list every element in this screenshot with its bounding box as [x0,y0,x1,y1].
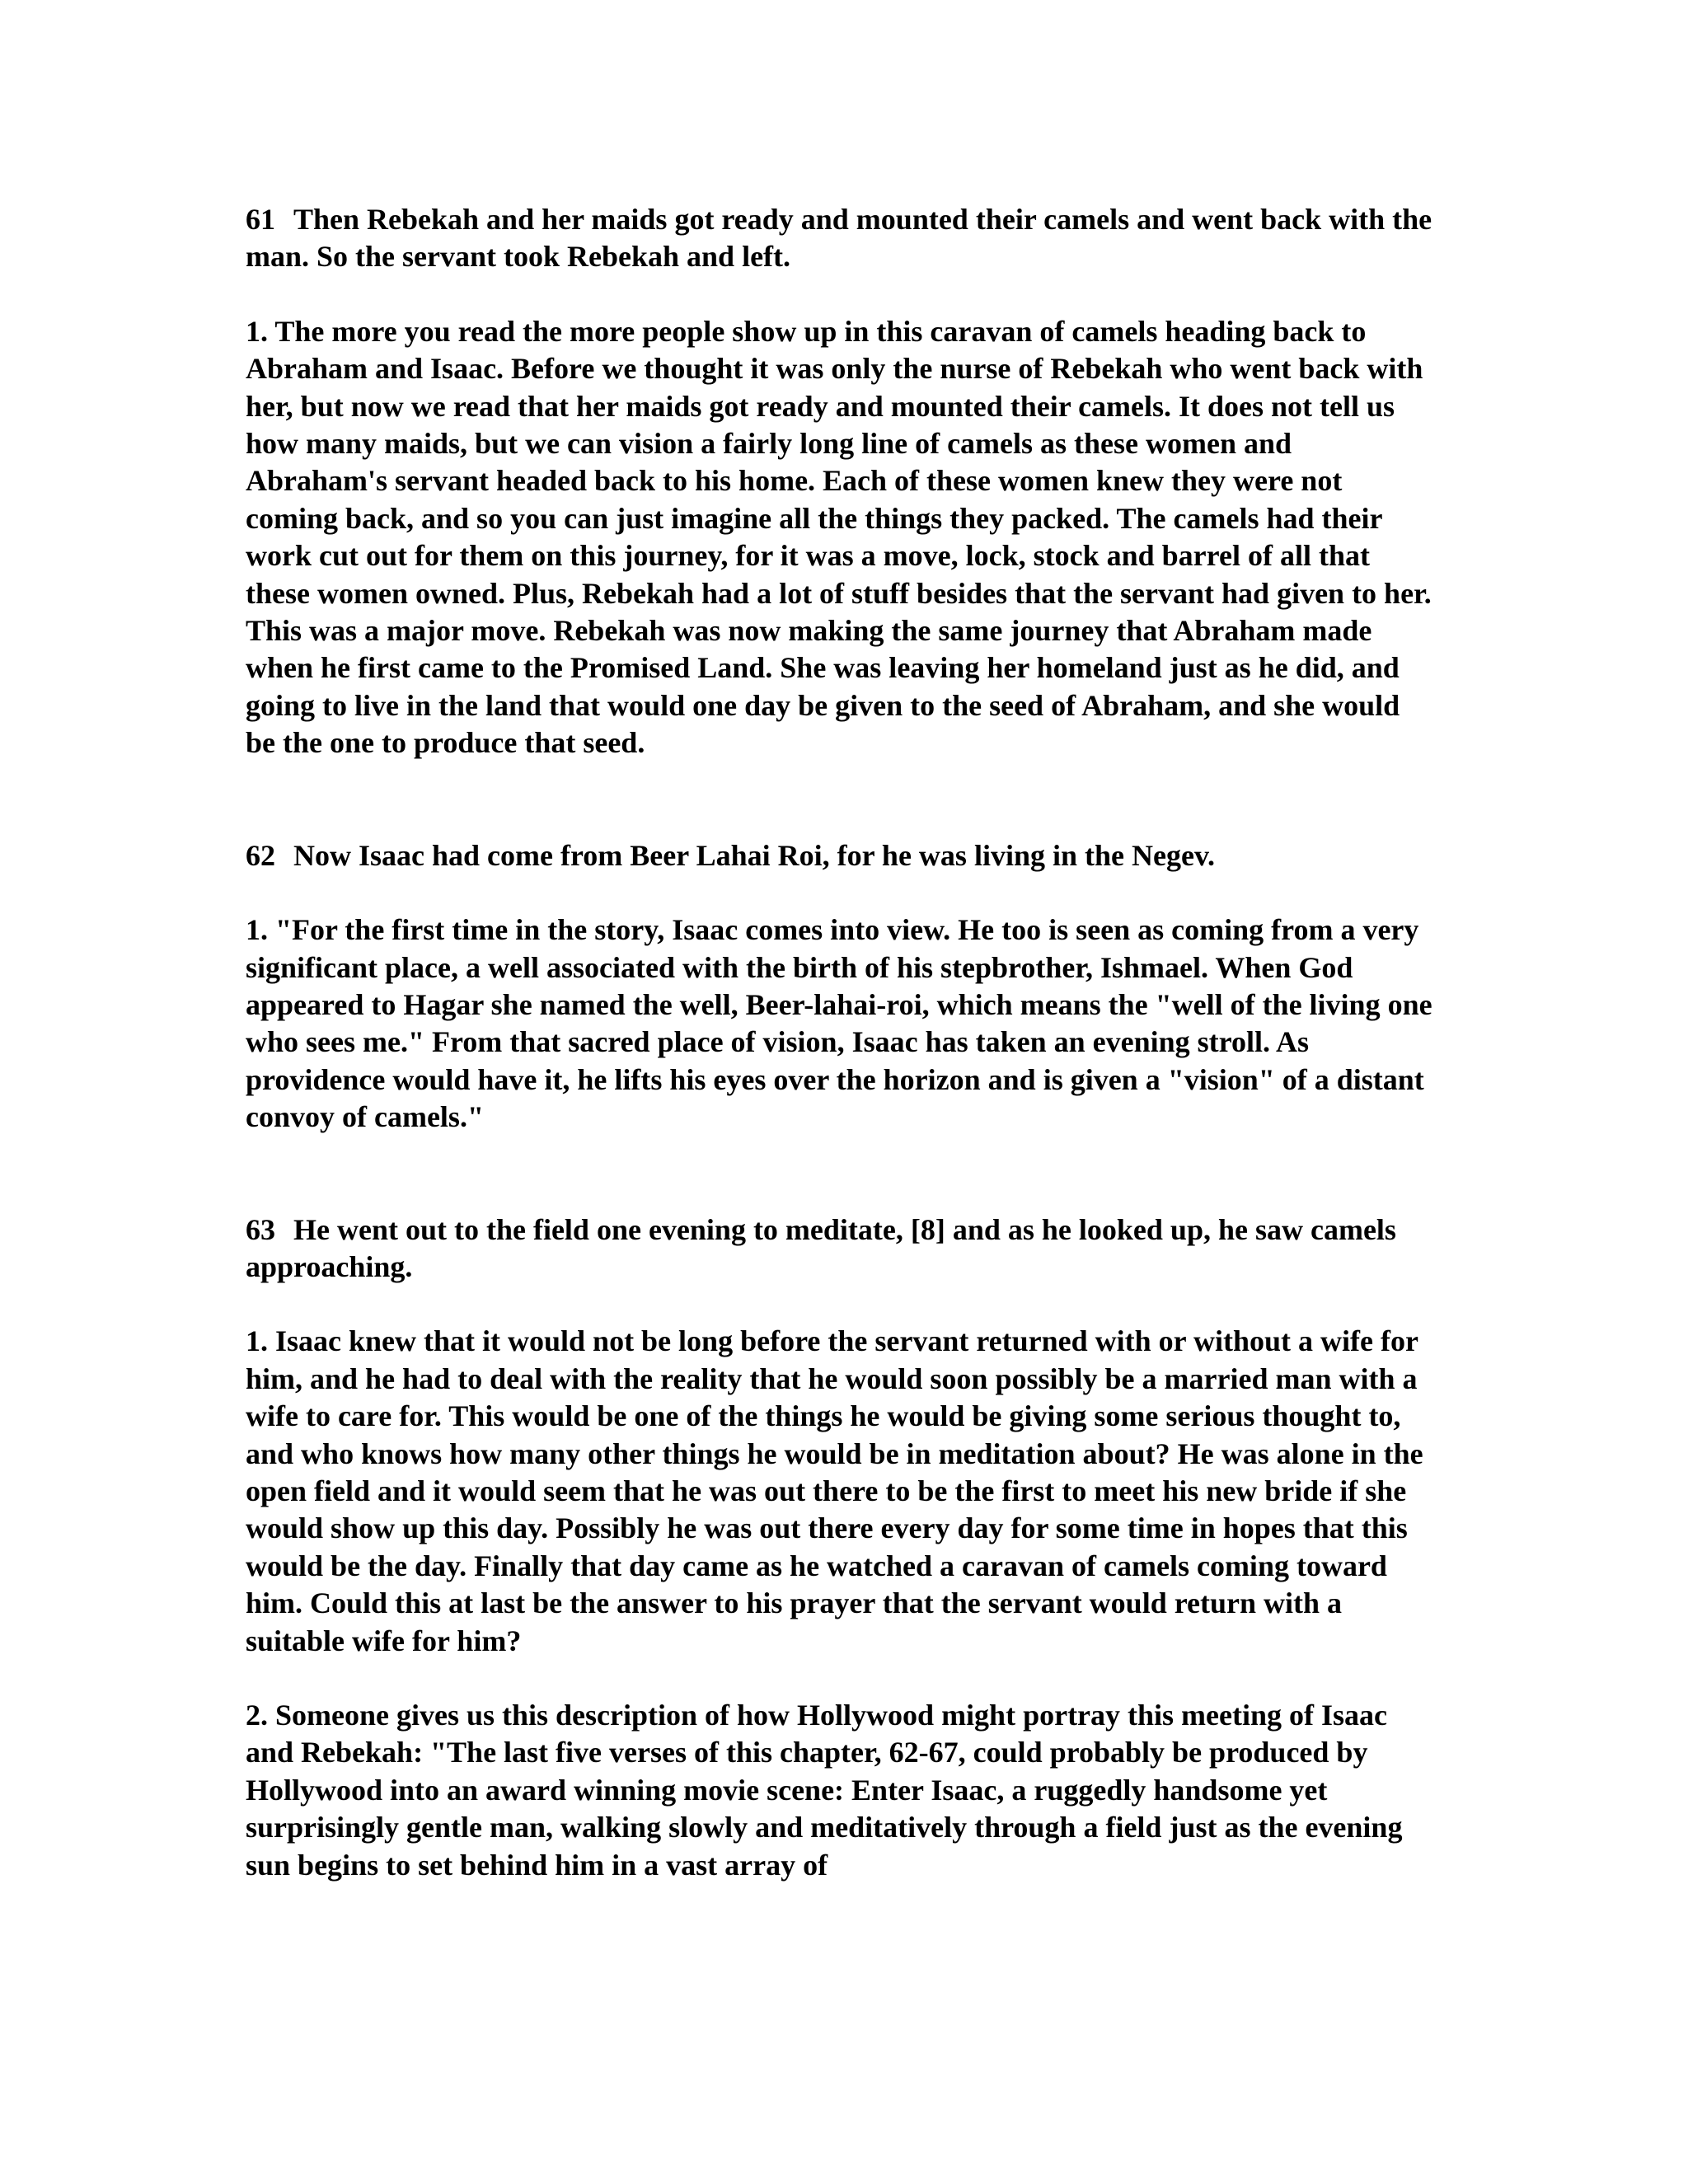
verse-62 [246,837,1432,874]
verse-63 [246,1212,1432,1286]
verse-number: 61 [246,203,275,236]
verse-text: Then Rebekah and her maids got ready and mounted their camels and went back with the man. So the servant took Rebekah and left. [246,203,1432,274]
verse-text: Now Isaac had come from Beer Lahai Roi, for he was living in the Negev. [293,838,1215,872]
verse-61 [246,201,1432,276]
document-page [246,201,1432,1884]
verse-text: He went out to the field one evening to meditate, [8] and as he looked up, he saw camels approaching. [246,1212,1396,1283]
commentary-paragraph: 1. Isaac knew that it would not be long before the servant returned with or without a wife for him, and he had to deal with the reality that he would soon possibly be a married man with a wife to care for. This would be one of the things he would be giving some serious thought to, and who knows how many other things he would be in meditation about? He was alone in the open field and it would seem that he was out there to be the first to meet his new bride if she would show up this day. Possibly he was out there every day for some time in hopes that this would be the day. Finally that day came as he watched a caravan of camels coming toward him. Could this at last be the answer to his prayer that the servant would return with a suitable wife for him? [246,1324,1423,1657]
commentary-paragraph: 1. The more you read the more people show up in this caravan of camels heading back to Abraham and Isaac. Before we thought it was only the nurse of Rebekah who went back with her, but now we read that her maids got ready and mounted their camels. It does not tell us how many maids, but we can vision a fairly long line of camels as these women and Abraham's servant headed back to his home. Each of these women knew they were not coming back, and so you can just imagine all the things they packed. The camels had their work cut out for them on this journey, for it was a move, lock, stock and barrel of all that these women owned. Plus, Rebekah had a lot of stuff besides that the servant had given to her. This was a major move. Rebekah was now making the same journey that Abraham made when he first came to the Promised Land. She was leaving her homeland just as he did, and going to live in the land that would one day be given to the seed of Abraham, and she would be the one to produce that seed. [246,314,1432,760]
commentary-paragraph: 2. Someone gives us this description of how Hollywood might portray this meeting of Isaac and Rebekah: "The last five verses of this chapter, 62-67, could probably be produced by Hollywood into an award winning movie scene: Enter Isaac, a ruggedly handsome yet surprisingly gentle man, walking slowly and meditatively through a field just as the evening sun begins to set behind him in a vast array of [246,1699,1403,1882]
commentary-paragraph: 1. "For the first time in the story, Isaac comes into view. He too is seen as coming from a very significant place, a well associated with the birth of his stepbrother, Ishmael. When God appeared to Hagar she named the well, Beer-lahai-roi, which means the "well of the living one who sees me." From that sacred place of vision, Isaac has taken an evening stroll. As providence would have it, he lifts his eyes over the horizon and is given a "vision" of a distant convoy of camels." [246,913,1432,1134]
verse-number: 62 [246,838,275,872]
verse-number: 63 [246,1212,275,1246]
